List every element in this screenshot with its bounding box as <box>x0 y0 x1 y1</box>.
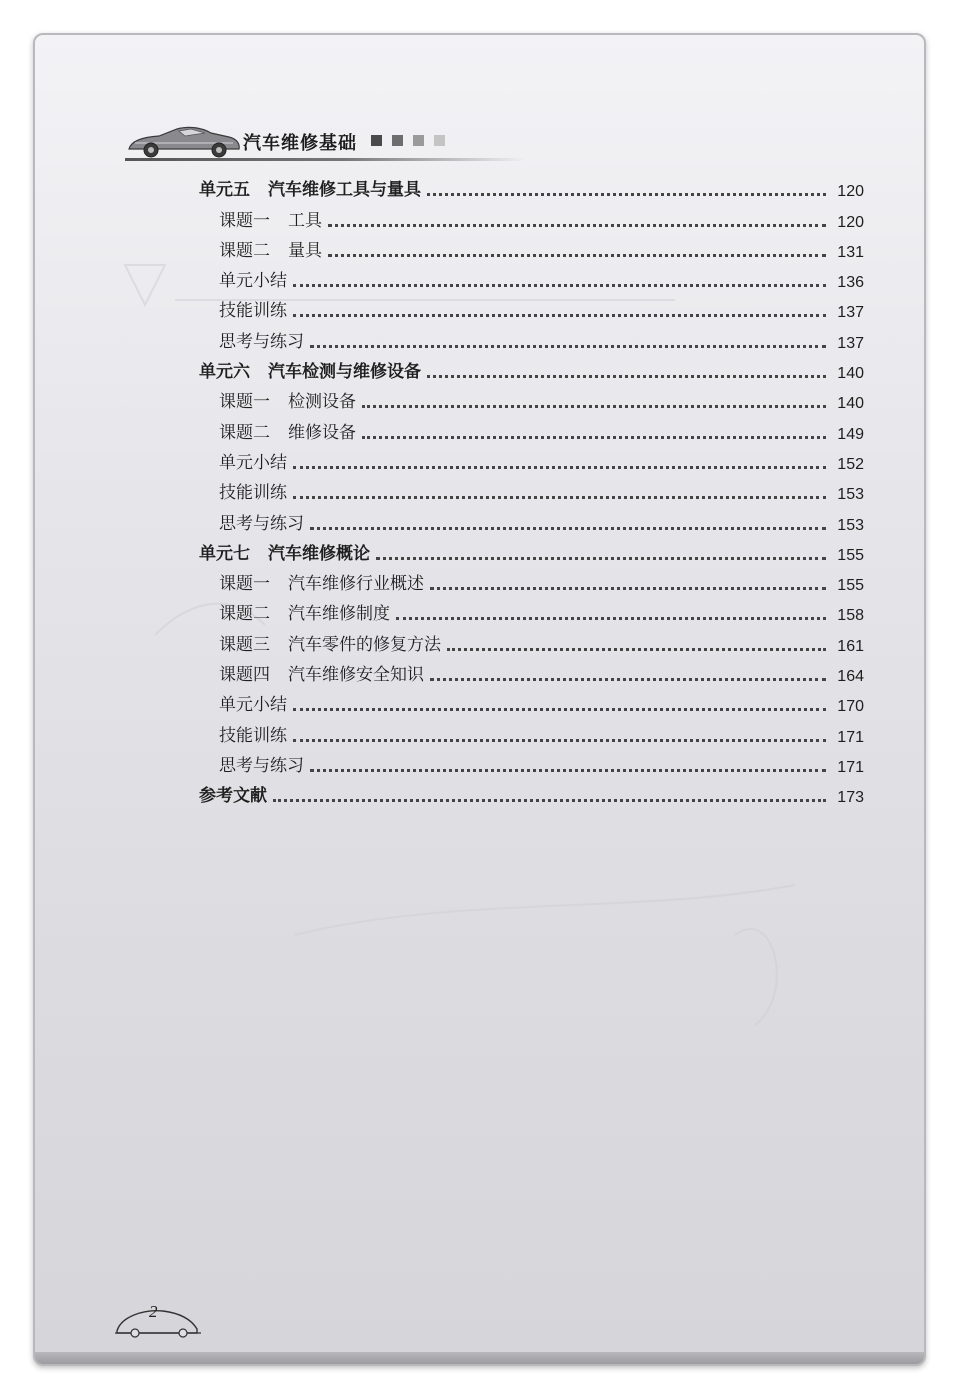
dot-leader <box>293 708 826 711</box>
toc-item-row[interactable] <box>199 566 864 596</box>
toc-item-row[interactable] <box>199 626 864 656</box>
toc-entry-number: 课题二 <box>219 604 270 625</box>
toc-entry-title: 工具 <box>288 210 322 231</box>
toc-entry-title: 技能训练 <box>219 725 287 746</box>
dot-leader <box>427 193 826 196</box>
dot-leader <box>273 799 826 802</box>
dot-leader <box>430 587 826 590</box>
dot-leader <box>293 314 826 317</box>
toc-page-number: 137 <box>837 304 864 322</box>
dot-leader <box>447 648 826 651</box>
toc-item-row[interactable] <box>199 323 864 353</box>
toc-item-row[interactable] <box>199 263 864 293</box>
toc-page-number: 136 <box>837 274 864 292</box>
toc-unit-row[interactable] <box>199 354 864 384</box>
toc-page-number: 131 <box>837 243 864 261</box>
toc-page-number: 137 <box>837 334 864 352</box>
toc-item-row[interactable] <box>199 414 864 444</box>
toc-entry-label <box>219 690 287 717</box>
toc-entry-number: 课题一 <box>219 210 270 231</box>
toc-entry-title: 汽车维修工具与量具 <box>268 180 421 201</box>
toc-entry-title: 思考与练习 <box>219 513 304 534</box>
dot-leader <box>310 345 826 348</box>
toc-page-number: 158 <box>837 607 864 625</box>
toc-entry-title: 维修设备 <box>288 422 356 443</box>
running-header <box>125 123 545 163</box>
dot-leader <box>362 405 826 408</box>
car-outline-icon <box>113 1299 203 1339</box>
toc-entry-label <box>219 569 424 596</box>
toc-entry-label <box>199 357 421 384</box>
toc-item-row[interactable] <box>199 657 864 687</box>
toc-item-row[interactable] <box>199 233 864 263</box>
toc-page-number: 140 <box>837 395 864 413</box>
toc-entry-title: 汽车维修行业概述 <box>288 574 424 595</box>
toc-unit-row[interactable] <box>199 536 864 566</box>
dot-leader <box>293 739 826 742</box>
toc-entry-number: 单元五 <box>199 180 250 201</box>
dot-leader <box>430 678 826 681</box>
toc-entry-title: 汽车零件的修复方法 <box>288 634 441 655</box>
dot-leader <box>427 375 826 378</box>
toc-item-row[interactable] <box>199 748 864 778</box>
toc-entry-title: 单元小结 <box>219 695 287 716</box>
toc-entry-title: 技能训练 <box>219 483 287 504</box>
toc-page-number: 120 <box>837 213 864 231</box>
toc-page-number: 155 <box>837 546 864 564</box>
toc-item-row[interactable] <box>199 202 864 232</box>
toc-entry-label <box>199 539 370 566</box>
toc-page-number: 171 <box>837 758 864 776</box>
toc-entry-title: 思考与练习 <box>219 331 304 352</box>
toc-item-row[interactable] <box>199 717 864 747</box>
toc-entry-label <box>219 296 287 323</box>
dot-leader <box>328 224 826 227</box>
toc-entry-label <box>219 660 424 687</box>
header-rule <box>125 158 525 161</box>
square-4 <box>434 135 445 146</box>
toc-item-row[interactable] <box>199 596 864 626</box>
page-footer <box>113 1299 203 1339</box>
toc-entry-label <box>219 478 287 505</box>
toc-entry-title: 汽车维修制度 <box>288 604 390 625</box>
toc-entry-label <box>219 206 322 233</box>
toc-entry-number: 单元七 <box>199 543 250 564</box>
toc-entry-title: 汽车检测与维修设备 <box>268 362 421 383</box>
toc-entry-label <box>219 751 304 778</box>
toc-entry-title: 技能训练 <box>219 301 287 322</box>
toc-entry-label <box>219 266 287 293</box>
toc-entry-number: 课题二 <box>219 422 270 443</box>
toc-entry-title: 量具 <box>288 240 322 261</box>
dot-leader <box>328 254 826 257</box>
toc-entry-label <box>219 721 287 748</box>
toc-entry-label <box>219 387 356 414</box>
toc-unit-row[interactable] <box>199 778 864 808</box>
toc-entry-title: 思考与练习 <box>219 755 304 776</box>
dot-leader <box>310 527 826 530</box>
toc-item-row[interactable] <box>199 687 864 717</box>
toc-entry-label <box>219 448 287 475</box>
toc-page-number: 171 <box>837 728 864 746</box>
toc-entry-label <box>219 509 304 536</box>
toc-item-row[interactable] <box>199 445 864 475</box>
toc-entry-label <box>219 599 390 626</box>
square-2 <box>392 135 403 146</box>
toc-unit-row[interactable] <box>199 172 864 202</box>
toc-entry-label <box>219 327 304 354</box>
toc-item-row[interactable] <box>199 475 864 505</box>
toc-entry-title: 单元小结 <box>219 452 287 473</box>
toc-page-number: 173 <box>837 789 864 807</box>
toc-entry-number: 课题一 <box>219 574 270 595</box>
toc-entry-label <box>219 236 322 263</box>
toc-entry-label <box>199 175 421 202</box>
dot-leader <box>362 436 826 439</box>
book-page <box>33 33 926 1366</box>
decorative-squares <box>371 135 445 146</box>
toc-page-number: 161 <box>837 637 864 655</box>
toc-page-number: 153 <box>837 486 864 504</box>
toc-entry-title: 参考文献 <box>199 786 267 807</box>
toc-entry-label <box>199 781 267 808</box>
toc-entry-number: 课题二 <box>219 240 270 261</box>
toc-entry-title: 单元小结 <box>219 271 287 292</box>
toc-entry-title: 汽车维修概论 <box>268 543 370 564</box>
page-number: 2 <box>149 1302 158 1321</box>
toc-entry-number: 单元六 <box>199 362 250 383</box>
toc-page-number: 153 <box>837 516 864 534</box>
dot-leader <box>310 769 826 772</box>
table-of-contents <box>199 172 864 808</box>
book-title: 汽车维修基础 <box>243 133 357 154</box>
toc-item-row[interactable] <box>199 505 864 535</box>
dot-leader <box>293 284 826 287</box>
toc-entry-title: 检测设备 <box>288 392 356 413</box>
toc-entry-number: 课题四 <box>219 665 270 686</box>
toc-entry-number: 课题一 <box>219 392 270 413</box>
toc-entry-label <box>219 418 356 445</box>
toc-entry-label <box>219 630 441 657</box>
toc-page-number: 152 <box>837 455 864 473</box>
toc-entry-number: 课题三 <box>219 634 270 655</box>
toc-item-row[interactable] <box>199 384 864 414</box>
dot-leader <box>293 466 826 469</box>
car-icon <box>125 123 243 159</box>
dot-leader <box>293 496 826 499</box>
toc-page-number: 164 <box>837 668 864 686</box>
dot-leader <box>376 557 826 560</box>
toc-item-row[interactable] <box>199 293 864 323</box>
dot-leader <box>396 617 826 620</box>
square-1 <box>371 135 382 146</box>
square-3 <box>413 135 424 146</box>
toc-page-number: 120 <box>837 183 864 201</box>
toc-page-number: 170 <box>837 698 864 716</box>
page-bottom-band <box>35 1352 924 1364</box>
toc-entry-title: 汽车维修安全知识 <box>288 665 424 686</box>
toc-page-number: 140 <box>837 365 864 383</box>
toc-page-number: 149 <box>837 425 864 443</box>
toc-page-number: 155 <box>837 577 864 595</box>
